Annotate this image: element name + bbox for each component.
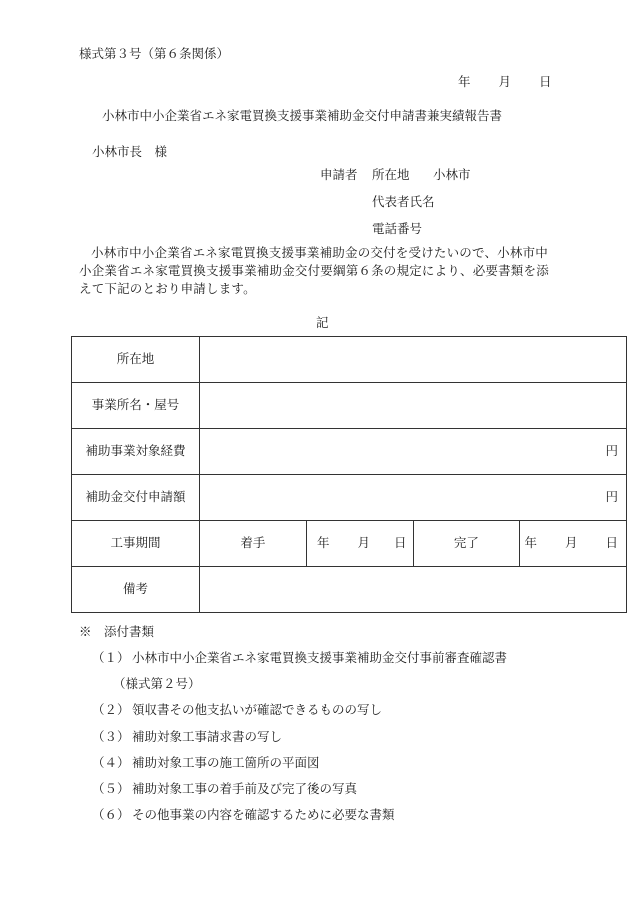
address-label: 所在地 xyxy=(372,167,410,182)
attachment-item xyxy=(92,731,282,744)
attachment-item xyxy=(92,757,320,770)
applicant-label: 申請者 xyxy=(320,167,358,182)
request-label: 補助金交付申請額 xyxy=(72,475,200,521)
month-label: 月 xyxy=(498,74,512,89)
table-row xyxy=(72,383,627,429)
day-label: 日 xyxy=(539,74,552,89)
address-value: 小林市 xyxy=(433,167,471,182)
month-label: 月 xyxy=(564,535,578,551)
document-title: 小林市中小企業省エネ家電買換支援事業補助金交付申請書兼実績報告書 xyxy=(102,108,503,123)
table-row xyxy=(72,337,627,383)
item-text: その他事業の内容を確認するために必要な書類 xyxy=(132,807,395,822)
item-number: （４） xyxy=(92,755,130,770)
table-row xyxy=(72,429,627,475)
start-date-field[interactable] xyxy=(306,521,413,567)
item-number: （２） xyxy=(92,702,130,717)
business-name-label: 事業所名・屋号 xyxy=(72,383,200,429)
item-number: （５） xyxy=(92,781,130,796)
table-row xyxy=(72,567,627,613)
attachment-item xyxy=(92,704,382,717)
attachment-item-sub: （様式第２号） xyxy=(113,676,201,691)
year-label: 年 xyxy=(458,74,471,89)
business-name-field[interactable] xyxy=(200,383,627,429)
remarks-field[interactable] xyxy=(200,567,627,613)
yen-unit: 円 xyxy=(605,443,618,459)
attachment-item xyxy=(92,783,357,796)
year-label: 年 xyxy=(316,535,330,551)
item-text: 補助対象工事請求書の写し xyxy=(132,729,283,744)
date-line xyxy=(458,76,552,89)
form-number: 様式第３号（第６条関係） xyxy=(79,46,230,61)
representative-label: 代表者氏名 xyxy=(372,194,435,209)
attachments-title: ※ 添付書類 xyxy=(79,624,155,639)
item-text: 領収書その他支払いが確認できるものの写し xyxy=(132,702,383,717)
year-label: 年 xyxy=(524,535,537,551)
day-label: 日 xyxy=(605,535,618,551)
period-label: 工事期間 xyxy=(72,521,200,567)
item-text: 小林市中小企業省エネ家電買換支援事業補助金交付事前審査確認書 xyxy=(132,650,508,665)
table-row xyxy=(72,475,627,521)
ki-heading: 記 xyxy=(316,315,329,330)
end-label: 完了 xyxy=(413,521,520,567)
item-text: 補助対象工事の着手前及び完了後の写真 xyxy=(132,781,358,796)
application-table xyxy=(71,336,627,613)
location-label: 所在地 xyxy=(72,337,200,383)
cost-label: 補助事業対象経費 xyxy=(72,429,200,475)
item-number: （１） xyxy=(92,650,130,665)
remarks-label: 備考 xyxy=(72,567,200,613)
application-body-text: 小林市中小企業省エネ家電買換支援事業補助金の交付を受けたいので、小林市中小企業省エネ家電買換支援事業補助金交付要綱第６条の規定により、必要書類を添えて下記のとおり申請します。 xyxy=(79,245,549,296)
end-date-field[interactable] xyxy=(520,521,627,567)
request-field[interactable] xyxy=(200,475,627,521)
month-label: 月 xyxy=(357,535,370,551)
table-row xyxy=(72,521,627,567)
phone-label: 電話番号 xyxy=(372,221,423,236)
attachment-item xyxy=(92,809,395,822)
attachment-item xyxy=(92,652,507,665)
addressee: 小林市長 様 xyxy=(92,144,168,159)
cost-field[interactable] xyxy=(200,429,627,475)
day-label: 日 xyxy=(393,535,407,551)
item-number: （３） xyxy=(92,729,130,744)
item-text: 補助対象工事の施工箇所の平面図 xyxy=(132,755,320,770)
location-field[interactable] xyxy=(200,337,627,383)
item-number: （６） xyxy=(92,807,130,822)
yen-unit: 円 xyxy=(605,489,618,505)
start-label: 着手 xyxy=(200,521,307,567)
